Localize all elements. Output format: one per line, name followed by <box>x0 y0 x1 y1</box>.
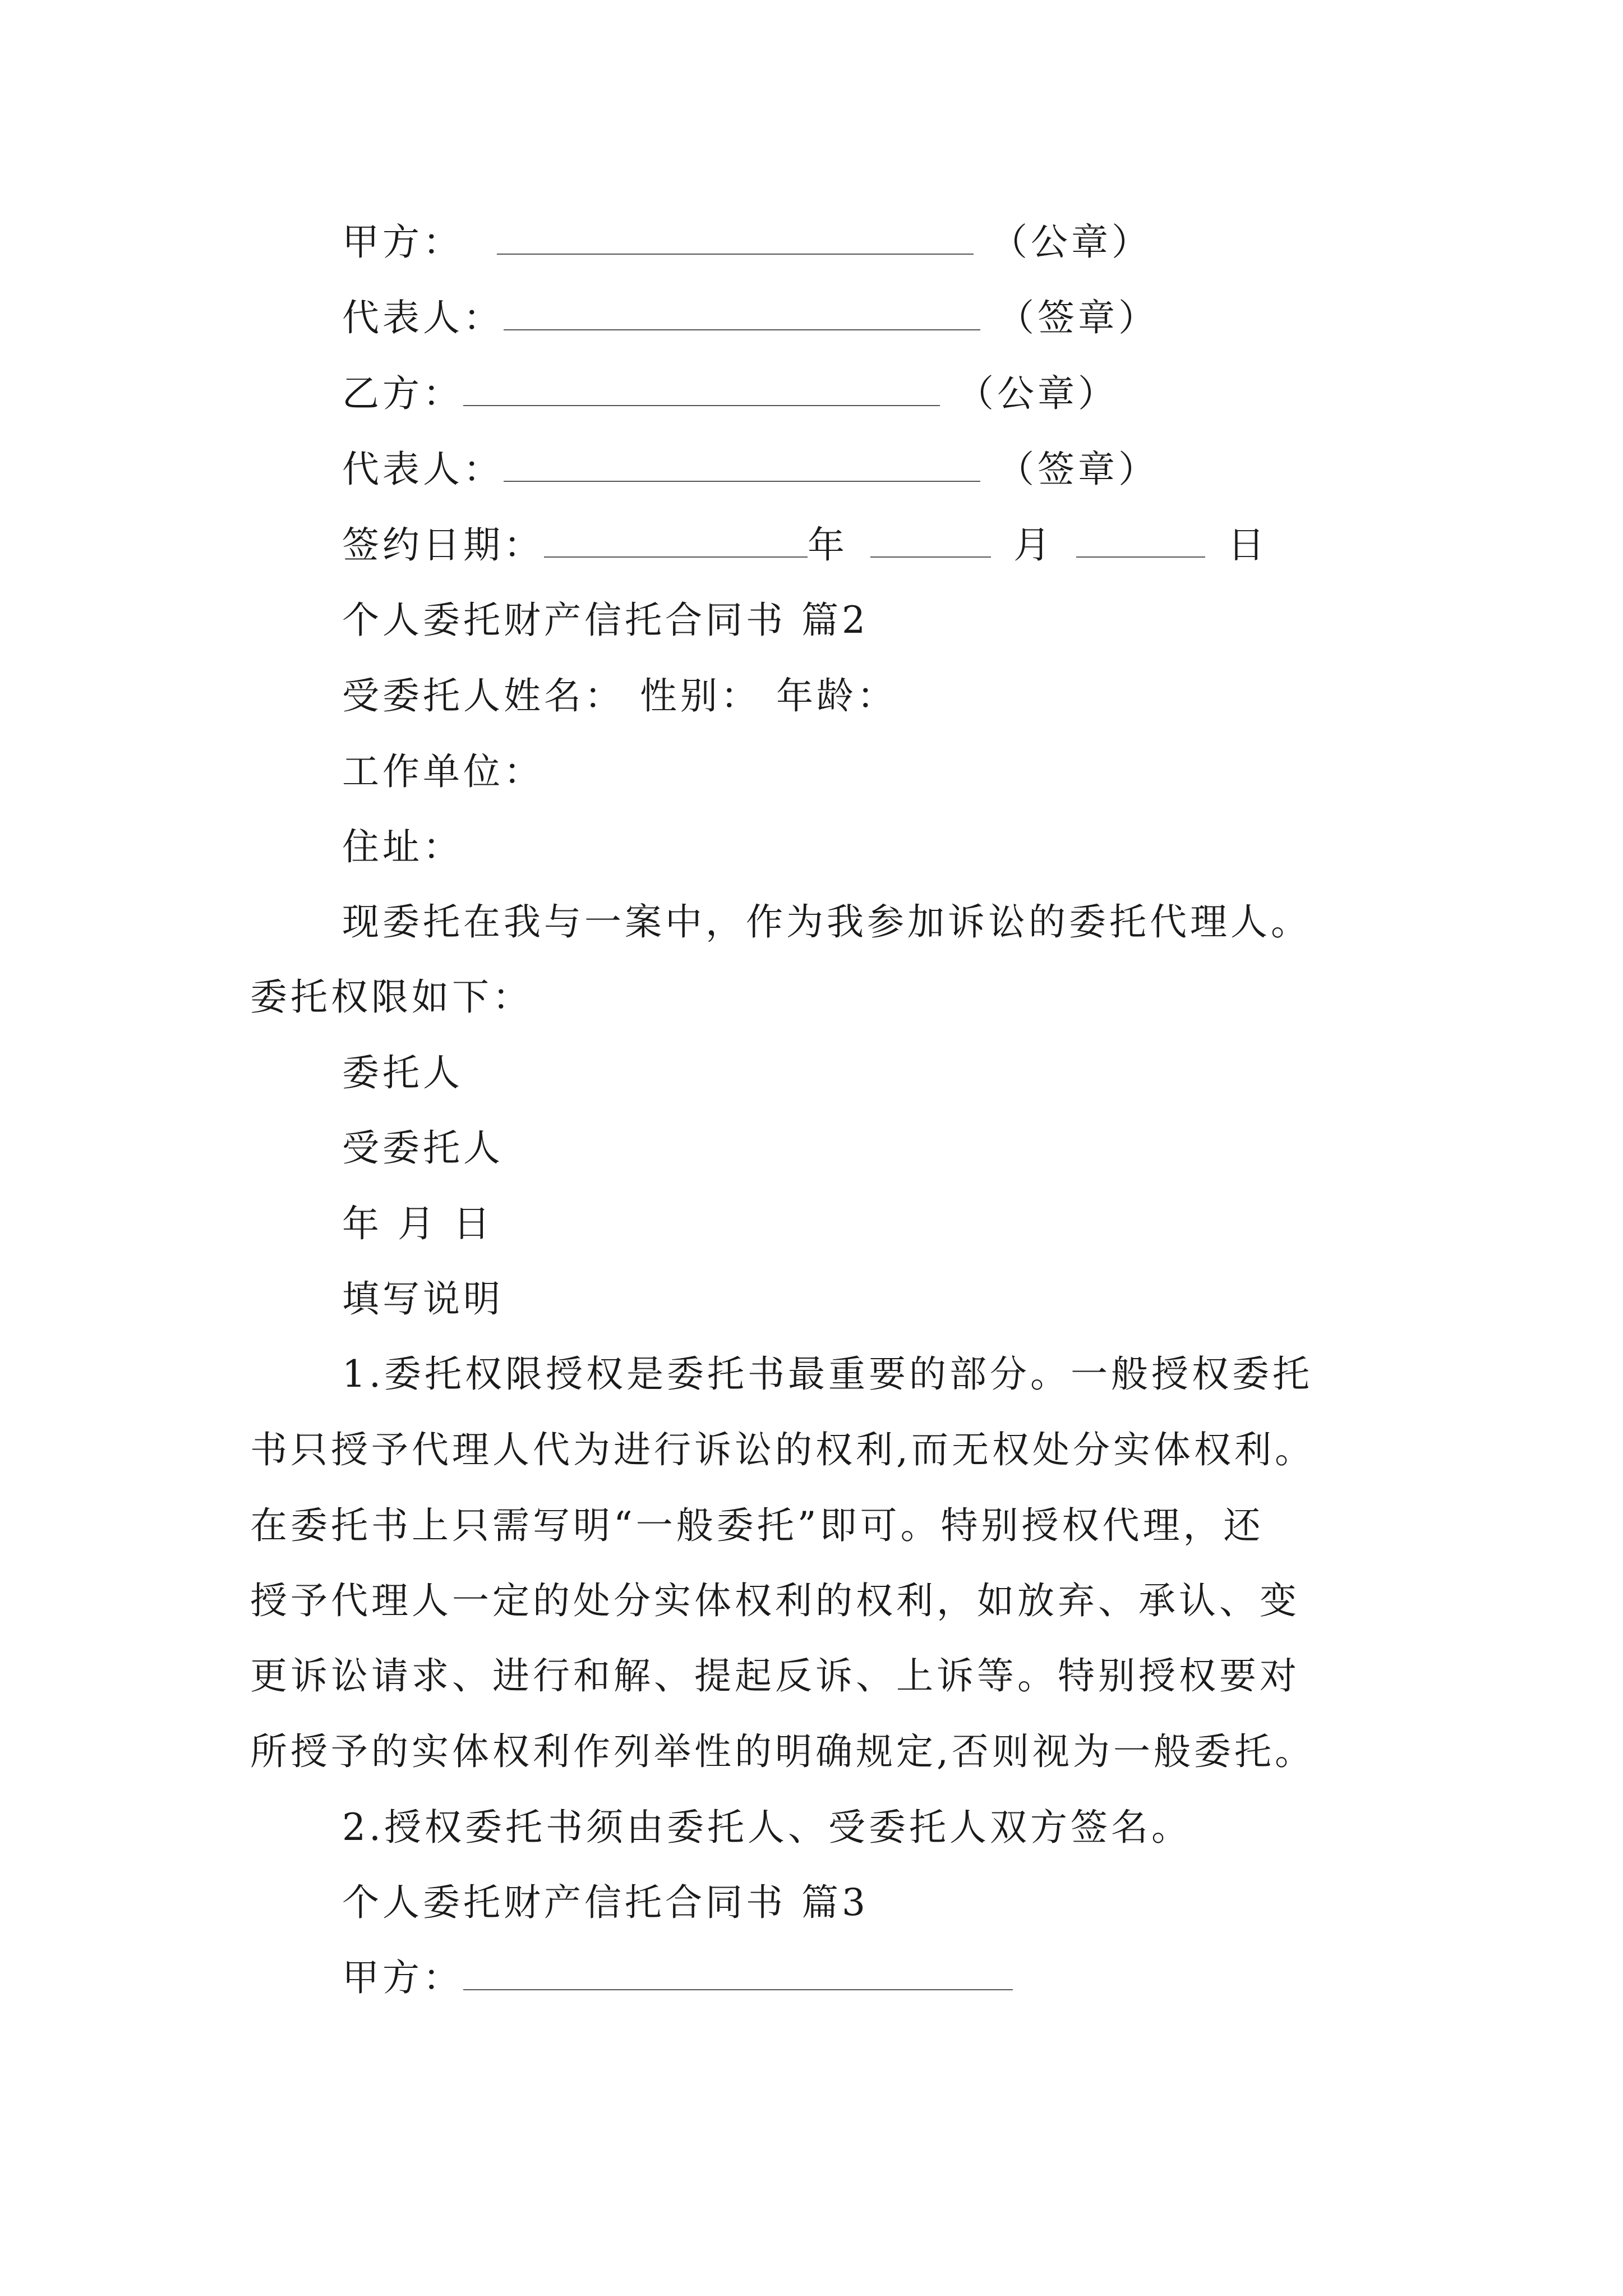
party-a-blank <box>497 221 974 255</box>
note1-line2: 书只授予代理人代为进行诉讼的权利,而无权处分实体权利。 <box>250 1428 1315 1471</box>
para1-line1: 现委托在我与一案中，作为我参加诉讼的委托代理人。 <box>342 900 1311 944</box>
party-a-seal: （公章） <box>990 220 1152 264</box>
address-field: 住址： <box>342 825 463 868</box>
section3-party-a-blank <box>463 1957 1013 1990</box>
rep-a-blank <box>504 297 980 330</box>
section3-party-a-label: 甲方： <box>342 1956 463 1999</box>
party-a-label: 甲方： <box>342 220 463 264</box>
note1-line1: 1.委托权限授权是委托书最重要的部分。一般授权委托 <box>342 1352 1313 1396</box>
sign-date-line <box>342 523 1268 568</box>
year-blank <box>544 524 808 558</box>
rep-b-blank <box>504 448 980 482</box>
para1-line2: 委托权限如下： <box>250 976 533 1019</box>
workplace-field: 工作单位： <box>342 750 544 793</box>
day-label: 日 <box>1228 523 1268 567</box>
sign-date-label: 签约日期： <box>342 523 544 567</box>
date-label: 年 月 日 <box>342 1202 494 1245</box>
instructions-title: 填写说明 <box>342 1277 504 1320</box>
note2: 2.授权委托书须由委托人、受委托人双方签名。 <box>342 1806 1192 1849</box>
party-a-line <box>342 220 1152 265</box>
party-b-line <box>342 371 1118 416</box>
year-label: 年 <box>808 523 848 567</box>
trustee-fields: 受委托人姓名： 性别： 年龄： <box>342 674 897 717</box>
rep-a-label: 代表人： <box>342 296 504 339</box>
day-blank <box>1076 524 1205 558</box>
note1-line6: 所授予的实体权利作列举性的明确规定,否则视为一般委托。 <box>250 1730 1315 1773</box>
month-blank <box>870 524 991 558</box>
trustee-label: 受委托人 <box>342 1126 504 1170</box>
section2-heading: 个人委托财产信托合同书 篇2 <box>342 599 869 642</box>
rep-b-sign: （签章） <box>997 448 1159 491</box>
party-b-blank <box>463 372 940 406</box>
rep-a-line <box>342 296 1159 341</box>
rep-b-label: 代表人： <box>342 448 504 491</box>
section3-heading: 个人委托财产信托合同书 篇3 <box>342 1881 869 1924</box>
rep-b-line <box>342 447 1159 492</box>
note1-line5: 更诉讼请求、进行和解、提起反诉、上诉等。特别授权要对 <box>250 1654 1300 1697</box>
rep-a-sign: （签章） <box>997 296 1159 339</box>
section3-party-a-line <box>342 1955 1013 2000</box>
party-b-label: 乙方： <box>342 372 463 415</box>
month-label: 月 <box>1013 523 1054 567</box>
note1-line4: 授予代理人一定的处分实体权利的权利，如放弃、承认、变 <box>250 1579 1300 1622</box>
party-b-seal: （公章） <box>957 372 1118 415</box>
principal-label: 委托人 <box>342 1051 463 1094</box>
note1-line3: 在委托书上只需写明“一般委托”即可。特别授权代理，还 <box>250 1504 1264 1547</box>
